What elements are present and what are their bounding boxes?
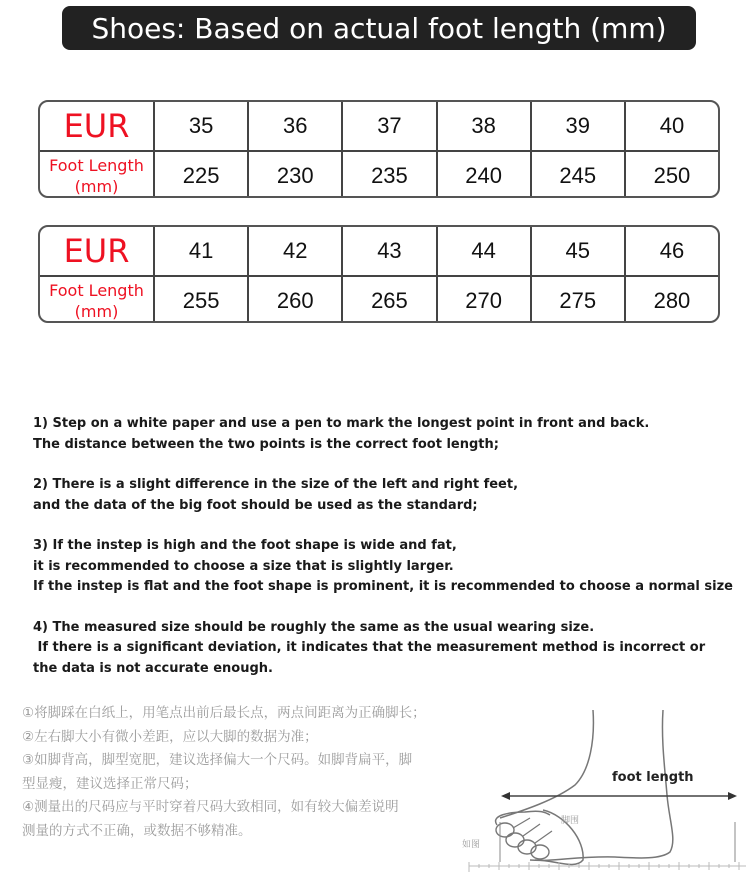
foot-length-cell: 240: [436, 152, 530, 198]
foot-length-cell: 235: [341, 152, 435, 198]
eur-cell: 39: [530, 102, 624, 150]
eur-cell: 37: [341, 102, 435, 150]
foot-length-cell: 265: [341, 277, 435, 323]
instructions-cn: [22, 702, 482, 843]
eur-cell: 43: [341, 227, 435, 275]
eur-cell: 44: [436, 227, 530, 275]
foot-girth-label: 脚围: [561, 816, 580, 826]
page-title: Shoes: Based on actual foot length (mm): [91, 11, 667, 45]
instruction-2: [33, 475, 733, 516]
foot-length-header: [40, 152, 153, 198]
foot-length-cell: 275: [530, 277, 624, 323]
instructions-en: [33, 414, 733, 699]
cn-line: 测量的方式不正确，或数据不够精准。: [22, 822, 252, 839]
eur-cell: 42: [247, 227, 341, 275]
foot-length-row: [40, 150, 718, 198]
instruction-line: it is recommended to choose a size that is slightly larger.: [33, 558, 454, 574]
instruction-1: [33, 414, 733, 455]
eur-cell: 41: [153, 227, 247, 275]
cn-line: 型显瘦，建议选择正常尺码；: [22, 775, 198, 792]
eur-cell: 38: [436, 102, 530, 150]
eur-cell: 45: [530, 227, 624, 275]
instruction-line: and the data of the big foot should be used as the standard;: [33, 497, 478, 513]
eur-header: EUR: [63, 232, 130, 270]
instruction-line: If there is a significant deviation, it indicates that the measurement method is incorrect or: [33, 640, 706, 655]
instruction-line: The distance between the two points is the correct foot length;: [33, 436, 499, 452]
cn-line: ①将脚踩在白纸上，用笔点出前后最长点，两点间距离为正确脚长；: [22, 705, 426, 721]
foot-length-cell: 260: [247, 277, 341, 323]
diagram-caption-label: 如图: [462, 840, 481, 850]
eur-cell: 36: [247, 102, 341, 150]
foot-length-header-line1: Foot Length: [49, 156, 144, 175]
foot-length-cell: 230: [247, 152, 341, 198]
foot-length-cell: 280: [624, 277, 718, 323]
instruction-line: If the instep is flat and the foot shape is prominent, it is recommended to choose a normal size: [33, 579, 733, 594]
foot-length-cell: 270: [436, 277, 530, 323]
instruction-3: [33, 536, 733, 598]
instruction-line: 3) If the instep is high and the foot shape is wide and fat,: [33, 538, 457, 553]
cn-line: ④测量出的尺码应与平时穿着尺码大致相同，如有较大偏差说明: [22, 799, 399, 815]
title-banner: [62, 6, 696, 50]
eur-row: [40, 102, 718, 150]
eur-cell: 35: [153, 102, 247, 150]
size-table-1: [38, 100, 720, 198]
instruction-line: 1) Step on a white paper and use a pen to mark the longest point in front and back.: [33, 416, 650, 431]
eur-header: EUR: [63, 107, 130, 145]
foot-length-label: foot length: [612, 770, 694, 785]
foot-length-cell: 225: [153, 152, 247, 198]
cn-line: ②左右脚大小有微小差距，应以大脚的数据为准；: [22, 728, 318, 745]
eur-row: [40, 227, 718, 275]
instruction-line: 2) There is a slight difference in the size of the left and right feet,: [33, 477, 519, 492]
foot-length-header-line2: (mm): [74, 302, 119, 321]
foot-length-cell: 245: [530, 152, 624, 198]
foot-length-cell: 255: [153, 277, 247, 323]
foot-length-header: [40, 277, 153, 323]
foot-length-header-line2: (mm): [74, 177, 119, 196]
cn-line: ③如脚背高，脚型宽肥，建议选择偏大一个尺码。如脚背扁平，脚: [22, 752, 413, 768]
foot-length-header-line1: Foot Length: [49, 281, 144, 300]
eur-cell: 40: [624, 102, 718, 150]
foot-length-cell: 250: [624, 152, 718, 198]
instruction-4: [33, 618, 733, 680]
instruction-line: the data is not accurate enough.: [33, 660, 273, 676]
foot-length-row: [40, 275, 718, 323]
eur-cell: 46: [624, 227, 718, 275]
instruction-line: 4) The measured size should be roughly the same as the usual wearing size.: [33, 619, 595, 635]
foot-outline-icon: [455, 700, 746, 884]
size-table-2: [38, 225, 720, 323]
